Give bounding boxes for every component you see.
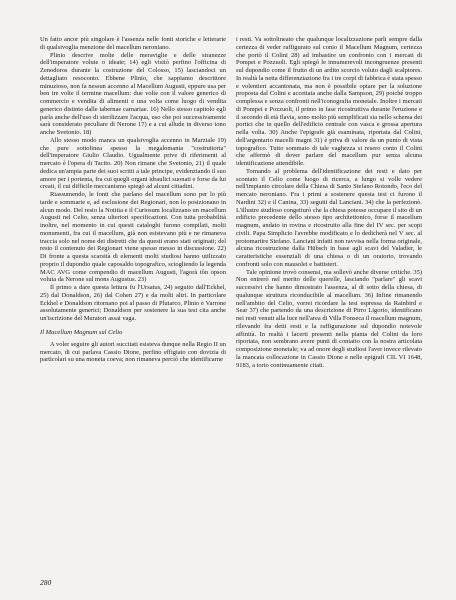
paragraph: A voler seguire gli autori succitati esisteva dunque nella Regio II un mercato, di cui parlava Cassio Dione, perfino effigiato con dovizia di particolari su una moneta coeva; non rimaneva perciò che identificarne [40, 340, 226, 364]
paragraph: i resti. Va sottolineato che qualunque localizzazione parli sempre dalla certezza di veder raffigurato sul conio il Macellum Magnum, certezza che portò il Colini 28) ad imbastire un confronto con i mercati di Pompei e Pozzuoli. Egli spiegò le innumerevoli incongruenze presenti sul dupondio come il frutto di un ardito scorcio voluto dagli scalptores. In realtà la netta differenziazione fra i tre corpi di fabbrica è stata spesso e volentieri accantonata, ma non è possibile optare per la soluzione proposta dal Colini e accettata anche dalla Sampson, 29) poiché troppo complessa e senza confronti nell'iconografia monetale. Inoltre i mercati di Pompei e Pozzuoli, il primo in fase ricostruttiva durante l'eruzione e il secondo di età flavia, sono molto più semplificati sia nello schema dei portici che in quello dell'edificio centrale con vasca e grossa apertura nella volta. 30) Anche l'epigrafe già esaminata, riportata dal Colini, dell'argentario macelli magni 31) è priva di valore da un punto di vista topografico. Tutto sommato di tale vaghezza si resero conto il Colini che affermò di dover parlare del macellum pur senza alcuna identificazione attendibile. [236, 36, 422, 167]
left-column [40, 36, 226, 364]
paragraph: Tornando al problema dell'identificazione dei resti e dato per scontato il Celio come luogo di ricerca, a lungo si volle vedere nell'impianto circolare della Chiesa di Santo Stefano Rotondo, l'eco del mercato neroniano. Fra i primi a sostenere questa tesi ci furono il Nardini 32) e il Canina, 33) seguiti dal Lanciani. 34) che la perfezionò. L'illustre studioso congetturò che la chiesa potesse occupare il sito di un edificio precedente dello stesso tipo architettonico, forse il macellum magnum, andato in rovina e ricostruito alla fine del IV sec. per scopi civili. Papa Simplicio l'avrebbe modificato e lo dedicherà nel V sec. al protomartire Stefano. Lanciani infatti non ravvisa nella forma originale, alcuna ricostruzione dalla Hübsch in base agli scavi del Valadier, le caratteristiche essenziali di una chiesa o di un oratorio, trovando confronti solo con mausolei e battisteri. [236, 167, 422, 268]
paragraph: Plinio descrive molte delle meraviglie e delle stranezze dell'imperatore volute o ideate; 14) egli visitò perfino l'officina di Zenodoros durante la costruzione del Colosso, 15) lasciandoci un dettagliato resoconto. Ebbene Plinio, che sappiamo descrittore minuzioso, non fa nessun accenno al Macellum Augusti, eppure usa per ben tre volte il termine macellum: due volte con il valore generico di commercio e vendita di alimenti e una volta come luogo di vendita generico distinto dalle tabernae carnariae. 16) Nello stesso capitolo egli parla anche dell'uso di sterilizzare l'acqua, uso che poi successivamente sarà considerato peculiare di Nerone 17) e a cui allude in diverso tono anche Svetonio. 18) [40, 51, 226, 136]
paragraph: Allo stesso modo manca un qualsivoglia accenno in Marziale 19) che pure sottolinea spesso la megalomania "costruttoria" dell'imperatore Giulio Claudio. Ugualmente prive di riferimenti al mercato è l'opera di Tacito. 20) Non rimane che Svetonio, 21) il quale dedica un'ampia parte dei suoi scritti a tale principe, evidenziando il suo amore per i portenta, fra cui quegli organi idraulici suonati e forse da lui creati, il cui difficile meccanismo spiegò ad alcuni cittadini. [40, 136, 226, 191]
paragraph: Tale opinione trovò consensi, ma sollevò anche diverse critiche. 35) Non entrerò nel merito delle querelle, lasciando "parlare" gli scavi successivi che hanno dimostrato l'assenza, al di sotto della chiesa, di qualunque struttura riconducibile al macellum. 36) Infine rimanendo nell'ambito del Celio, vorrei ricordare la tesi espressa da Rainbird e Sear 37) che partendo da una descrizione di Pirro Ligorio, identificano nei resti venuti alla luce nell'area di Villa Fonseca il macellum magnum, rilevando fra detti resti e la raffigurazione sul dupondio notevole affinità. In realtà i lacerti presenti nella pianta del Colini da loro riportata, non sembrano avere punti di contatto con la nostra articolata composizione monetale; va ad onore degli studiosi l'aver invece rilevato la mancata collocazione in Cassio Dione e nelle epigrafi CIL VI 1648, 9183, a torto continuamente citati. [236, 268, 422, 369]
paragraph: Il primo a dare questa lettura fu l'Ursatus, 24) seguito dall'Eckhel, 25) dal Donaldson, 26) dal Cohen 27) e da molti altri. In particolare Eckhel e Donaldson ritornano poi al passo di Plutarco, Plinio e Varrone assolutamente generici; Donaldson per sostenere la sua tesi cita anche un'iscrizione del Muratori assai vaga. [40, 284, 226, 322]
section-title: Il Macellum Magnum sul Celio [40, 328, 123, 336]
right-column [236, 36, 422, 369]
paragraph: Un fatto ancor più singolare è l'assenza nelle fonti storiche e letterarie di qualsivoglia menzione del macellum neroniano. [40, 36, 226, 51]
paragraph: Riassumendo, le fonti che parlano del macellum sono per lo più tarde e sommarie e, ad esclusione dei Regionari, non lo posizionano in alcun modo. Del resto la Notitia e il Curiosum localizzano un macellum Augusti nel Celio, senza ulteriori specificazioni. Con tutta probabilità inoltre, nel momento in cui questi cataloghi furono compilati, molti monumenti, fra cui il macellum, già non esistevano più e ne rimaneva traccia solo nel nome dei distretti che da questi erano stati originati; del resto il contenuto dei Regionari viene spesso messo in discussione. 22) Di fronte a questa scarsità di elementi molti studiosi hanno utilizzato proprio il dupondio quale caposaldo topografico, sciogliendo la legenda MAC AVG come compendio di macellum Augusti, l'agorà tôn opson voluta da Nerone sul mons Augustus. 23) [40, 191, 226, 284]
page-number: 280 [40, 578, 52, 587]
